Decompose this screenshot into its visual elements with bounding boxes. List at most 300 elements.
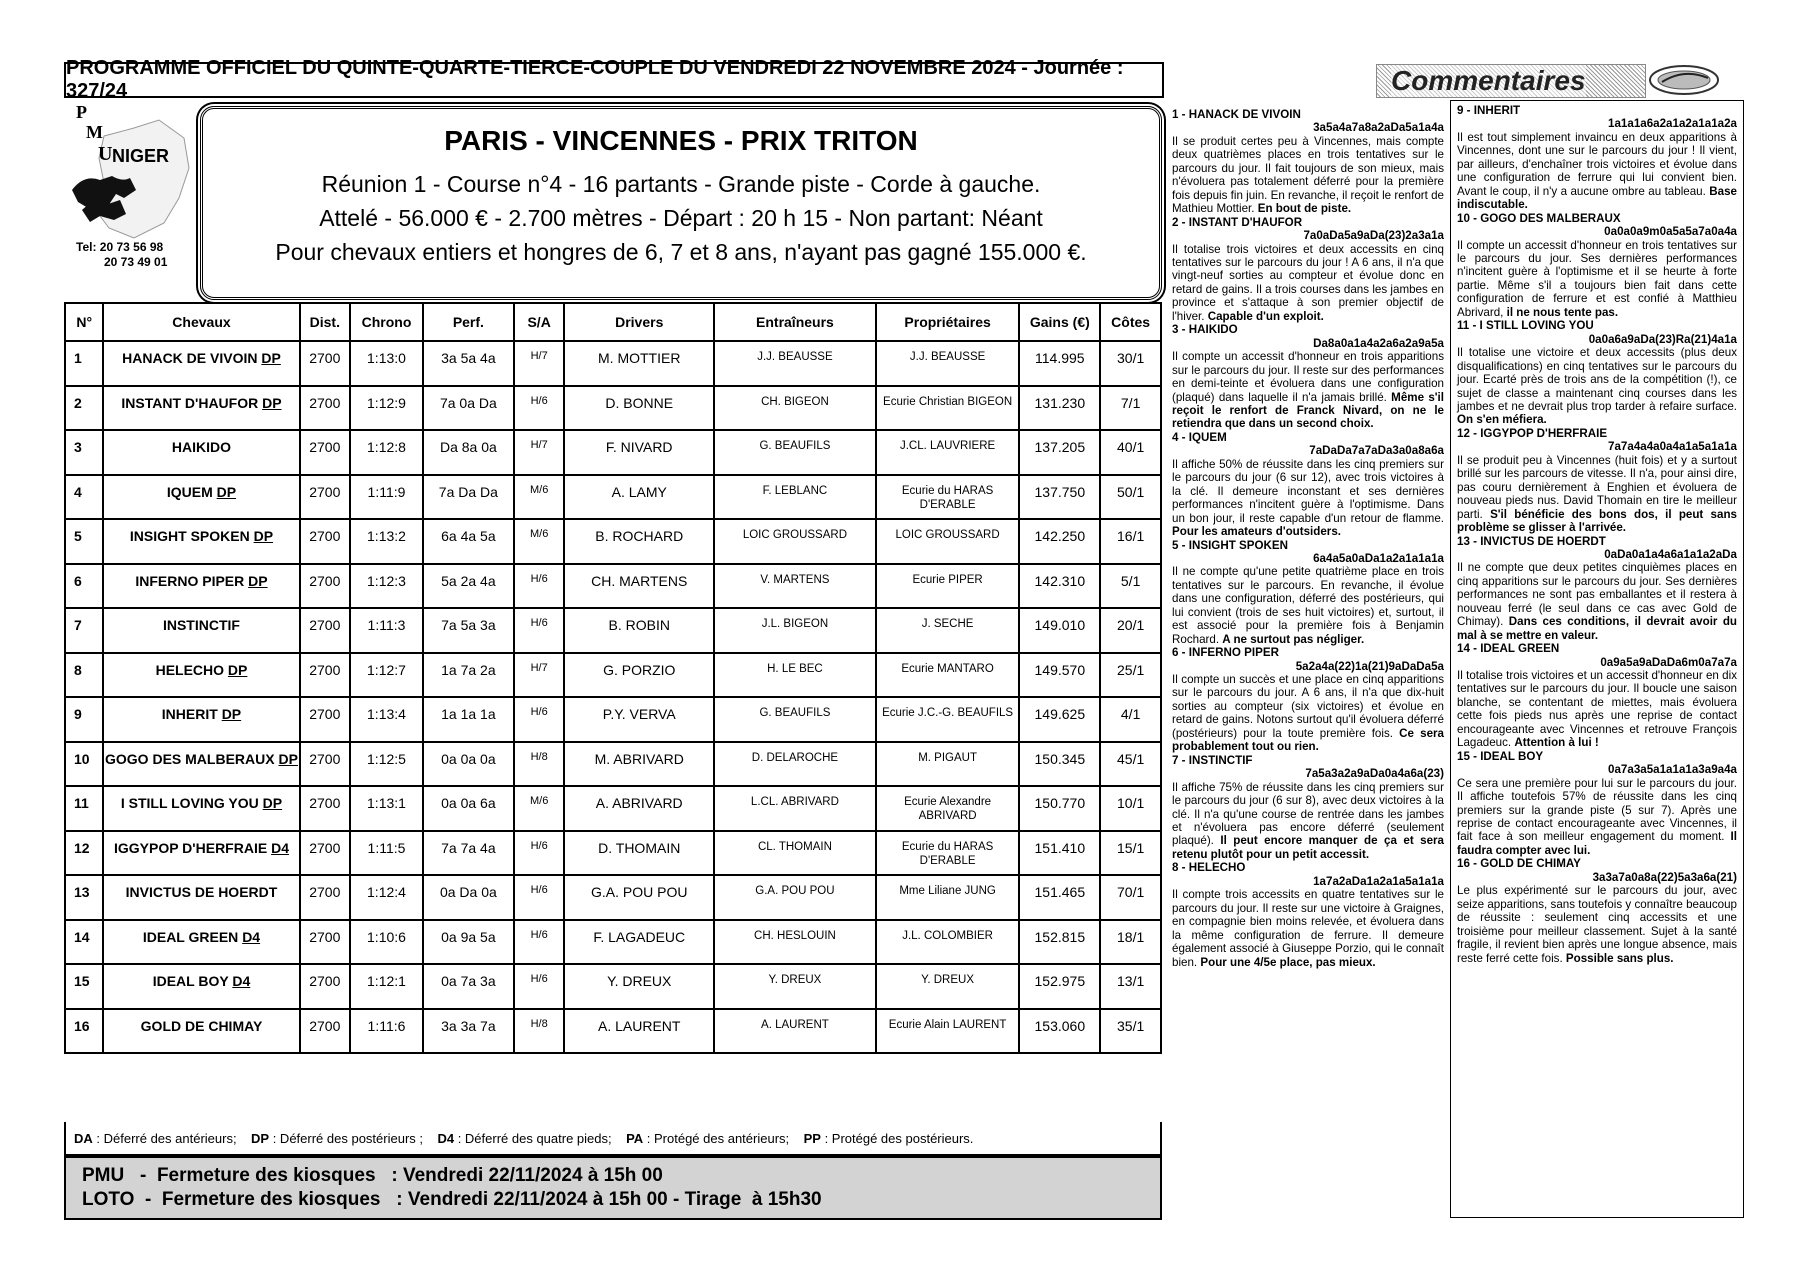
comment-text: Le plus expérimenté sur le parcours du jour, avec seize apparitions, sans toutefois y connaître beaucoup de réussite : seulement cinq accessits et une troisième pour meilleur classement. Sujet à la santé fragile, il revient bien après une longue absence, mais reste ferré cette fois.: [1457, 884, 1737, 965]
comment-verdict: Base indiscutable.: [1457, 184, 1737, 212]
table-row: [65, 920, 1161, 965]
ferrure-code: D4: [232, 973, 251, 989]
performances: 0a 9a 5a: [423, 920, 514, 965]
comment-text: Il ne compte que deux petites cinquièmes places en cinq apparitions sur le parcours du jour. Ses dernières performances ne sont pas emballantes et il restera à nouveau ferré (le seul dans ce cas avec Gold de Chimay).: [1457, 561, 1737, 629]
comment-heading: 5 - INSIGHT SPOKEN: [1172, 538, 1288, 552]
performances: 0a 0a 6a: [423, 786, 514, 831]
closing-times-box: [64, 1156, 1162, 1220]
runners-table: [64, 302, 1162, 1054]
col-header-trainer: Entraîneurs: [714, 303, 876, 341]
col-header-gains: Gains (€): [1019, 303, 1100, 341]
performances: 0a 7a 3a: [423, 964, 514, 1009]
program-title-bar: [64, 57, 1164, 102]
comment-form-code: 5a2a4a(22)1a(21)9aDaDa5a: [1295, 659, 1444, 673]
race-line-2: Attelé - 56.000 € - 2.700 mètres - Départ : 20 h 15 - Non partant: Néant: [319, 205, 1043, 231]
comment-body: [1172, 458, 1444, 539]
runner-number: 15: [65, 964, 103, 1009]
distance: 2700: [300, 920, 351, 965]
owner: J.CL. LAUVRIERE: [876, 430, 1020, 475]
distance: 2700: [300, 519, 351, 564]
gains: 151.465: [1019, 875, 1100, 920]
gains: 152.815: [1019, 920, 1100, 965]
comment-verdict: Il faudra compter avec lui.: [1457, 830, 1737, 857]
performances: 0a Da 0a: [423, 875, 514, 920]
legend-dp-key: DP: [251, 1131, 270, 1146]
odds: 18/1: [1100, 920, 1161, 965]
performances: 5a 2a 4a: [423, 564, 514, 609]
driver: F. NIVARD: [564, 430, 714, 475]
driver: B. ROBIN: [564, 608, 714, 653]
runner-number: 14: [65, 920, 103, 965]
comment-body: [1172, 243, 1444, 324]
logo-letter-m: M: [86, 122, 103, 142]
col-header-num: N°: [65, 303, 103, 341]
ferrure-code: DP: [261, 350, 281, 366]
distance: 2700: [300, 742, 351, 787]
horse-name-text: INSTINCTIF: [162, 617, 240, 633]
comment-entry: [1172, 216, 1444, 324]
tel-line-1: Tel: 20 73 56 98: [76, 240, 164, 254]
comment-form-code: 7a7a4a4a0a4a1a5a1a1a: [1608, 440, 1737, 454]
owner: J.L. COLOMBIER: [876, 920, 1020, 965]
telephone-info: [76, 240, 167, 270]
comment-body: [1457, 777, 1737, 858]
sex-age: H/8: [514, 1009, 565, 1054]
driver: D. BONNE: [564, 386, 714, 431]
trainer: CH. HESLOUIN: [714, 920, 876, 965]
chrono: 1:12:7: [350, 653, 423, 698]
sex-age: H/6: [514, 875, 565, 920]
horse-name-text: IDEAL GREEN: [142, 928, 239, 945]
odds: 20/1: [1100, 608, 1161, 653]
comment-heading: 3 - HAIKIDO: [1172, 323, 1238, 337]
comment-text: Il est tout simplement invaincu en deux apparitions à Vincennes, dont une sur le parcours du jour ! Il vient, par ailleurs, d'enchaîner trois victoires et évolue dans une configuration de ferrure qui lui convient bien. Avant le coup, il n'y a aucune ombre au tableau.: [1457, 130, 1737, 198]
comment-verdict: Pour les amateurs d'outsiders.: [1172, 525, 1341, 539]
comment-heading: 8 - HELECHO: [1172, 861, 1246, 875]
comment-entry: [1172, 646, 1444, 754]
owner: Ecurie Christian BIGEON: [876, 386, 1020, 431]
sex-age: M/6: [514, 786, 565, 831]
comment-entry: [1172, 754, 1444, 862]
odds: 16/1: [1100, 519, 1161, 564]
ferrure-code: DP: [262, 795, 283, 811]
ferrure-code: D4: [271, 839, 289, 856]
pmu-closing: PMU - Fermeture des kiosques : Vendredi 22/11/2024 à 15h 00: [82, 1165, 663, 1186]
trainer: J.L. BIGEON: [714, 608, 876, 653]
chrono: 1:13:2: [350, 519, 423, 564]
gains: 149.570: [1019, 653, 1100, 698]
horse-name-text: HAIKIDO: [171, 439, 232, 455]
gains: 114.995: [1019, 341, 1100, 386]
comment-heading: 15 - IDEAL BOY: [1457, 749, 1544, 763]
trainer: CH. BIGEON: [714, 386, 876, 431]
table-row: [65, 653, 1161, 698]
runner-number: 12: [65, 831, 103, 876]
col-header-sa: S/A: [514, 303, 565, 341]
odds: 70/1: [1100, 875, 1161, 920]
horse-name-text: IDEAL BOY: [152, 973, 229, 989]
comment-verdict: Capable d'un exploit.: [1207, 309, 1324, 323]
chrono: 1:11:5: [350, 831, 423, 876]
distance: 2700: [300, 386, 351, 431]
horse-name: [103, 653, 299, 698]
ferrure-code: DP: [221, 706, 242, 722]
distance: 2700: [300, 875, 351, 920]
driver: A. ABRIVARD: [564, 786, 714, 831]
sex-age: H/7: [514, 430, 565, 475]
driver: F. LAGADEUC: [564, 920, 714, 965]
legend-d4-text: : Déferré des quatre pieds;: [454, 1131, 612, 1146]
trainer: LOIC GROUSSARD: [714, 519, 876, 564]
comment-body: [1172, 350, 1444, 431]
runner-number: 1: [65, 341, 103, 386]
performances: 1a 7a 2a: [423, 653, 514, 698]
comment-form-code: 0aDa0a1a4a6a1a1a2aDa: [1604, 547, 1737, 561]
comment-form-code: 7aDaDa7a7aDa3a0a8a6a: [1309, 444, 1444, 458]
odds: 7/1: [1100, 386, 1161, 431]
race-title: PARIS - VINCENNES - PRIX TRITON: [444, 125, 918, 156]
horse-name: [103, 920, 299, 965]
comment-heading: 10 - GOGO DES MALBERAUX: [1457, 211, 1621, 225]
gains: 152.975: [1019, 964, 1100, 1009]
ferrure-code: DP: [227, 661, 248, 678]
comment-heading: 7 - INSTINCTIF: [1172, 753, 1253, 767]
table-row: [65, 475, 1161, 520]
trainer: Y. DREUX: [714, 964, 876, 1009]
table-row: [65, 341, 1161, 386]
comment-text: Il affiche 50% de réussite dans les cinq premiers sur le parcours du jour (6 sur 12), avec trois victoires à la clé. Il demeure inconstant et ses dernières performances n'incitent guère à l'optimisme. Dans un bon jour, il reste capable d'un retour de flamme.: [1172, 457, 1444, 525]
driver: CH. MARTENS: [564, 564, 714, 609]
chrono: 1:12:1: [350, 964, 423, 1009]
owner: LOIC GROUSSARD: [876, 519, 1020, 564]
trainer: G. BEAUFILS: [714, 430, 876, 475]
odds: 13/1: [1100, 964, 1161, 1009]
owner: Ecurie Alain LAURENT: [876, 1009, 1020, 1054]
driver: M. ABRIVARD: [564, 742, 714, 787]
owner: J. SECHE: [876, 608, 1020, 653]
comment-heading: 16 - GOLD DE CHIMAY: [1457, 857, 1581, 871]
horse-name: [103, 430, 299, 475]
comment-entry: [1457, 642, 1737, 750]
gains: 142.310: [1019, 564, 1100, 609]
horse-name: [103, 875, 299, 920]
table-row: [65, 564, 1161, 609]
trainer: V. MARTENS: [714, 564, 876, 609]
comment-body: [1172, 673, 1444, 754]
sex-age: H/7: [514, 653, 565, 698]
odds: 4/1: [1100, 697, 1161, 742]
comment-form-code: 3a3a7a0a8a(22)5a3a6a(21): [1592, 870, 1737, 884]
comment-verdict: En bout de piste.: [1257, 202, 1352, 216]
comment-text: Il se produit certes peu à Vincennes, mais compte deux quatrièmes places en trois tentatives sur le parcours du jour. Il fait toujours de son mieux, mais n'évoluera pas totalement déferré pour la première fois depuis fin juin. En revanche, il reçoit le renfort de Mathieu Mottier.: [1172, 134, 1444, 216]
sex-age: M/6: [514, 475, 565, 520]
runner-number: 11: [65, 786, 103, 831]
tel-line-2: 20 73 49 01: [104, 255, 168, 269]
horse-name-text: INFERNO PIPER: [135, 572, 245, 589]
horse-name: [103, 697, 299, 742]
runner-number: 7: [65, 608, 103, 653]
comment-verdict: S'il bénéficie des bons dos, il peut sans problème se glisser à l'arrivée.: [1457, 507, 1737, 535]
performances: 3a 3a 7a: [423, 1009, 514, 1054]
comments-column-right: [1450, 100, 1744, 1218]
odds: 50/1: [1100, 475, 1161, 520]
ferrure-code: DP: [262, 394, 282, 411]
owner: Mme Liliane JUNG: [876, 875, 1020, 920]
table-row: [65, 742, 1161, 787]
comment-body: [1457, 561, 1737, 642]
comment-heading: 6 - INFERNO PIPER: [1172, 646, 1279, 660]
horse-name: [103, 519, 299, 564]
lunar-logo-icon: [1648, 64, 1720, 96]
comment-heading: 9 - INHERIT: [1457, 104, 1521, 117]
trainer: G.A. POU POU: [714, 875, 876, 920]
comment-entry: [1457, 427, 1737, 535]
chrono: 1:12:3: [350, 564, 423, 609]
col-header-cote: Côtes: [1100, 303, 1161, 341]
distance: 2700: [300, 786, 351, 831]
gains: 153.060: [1019, 1009, 1100, 1054]
distance: 2700: [300, 430, 351, 475]
comment-heading: 11 - I STILL LOVING YOU: [1457, 319, 1594, 333]
trainer: H. LE BEC: [714, 653, 876, 698]
table-row: [65, 786, 1161, 831]
comment-text: Il compte un succès et une place en cinq apparitions sur le parcours du jour. A 6 ans, il n'a que dix-huit sorties au compteur (six victoires) et évolue en retard de gains. Notons surtout qu'il évoluera déferré (postérieurs) pour la toute première fois.: [1172, 673, 1444, 740]
comment-entry: [1457, 212, 1737, 320]
performances: 7a 7a 4a: [423, 831, 514, 876]
comment-form-code: 0a7a3a5a1a1a1a3a9a4a: [1608, 763, 1737, 777]
comment-form-code: 0a0a0a9m0a5a5a7a0a4a: [1604, 225, 1737, 239]
comment-body: [1457, 239, 1737, 320]
horse-name: [103, 608, 299, 653]
race-line-1: Réunion 1 - Course n°4 - 16 partants - Grande piste - Corde à gauche.: [321, 171, 1041, 197]
comment-verdict: Dans ces conditions, il devrait avoir du mal à se mettre en valeur.: [1457, 615, 1738, 642]
horse-name-text: HELECHO: [155, 661, 225, 678]
runner-number: 4: [65, 475, 103, 520]
sex-age: H/6: [514, 697, 565, 742]
gains: 137.750: [1019, 475, 1100, 520]
comment-entry: [1457, 319, 1737, 427]
trainer: D. DELAROCHE: [714, 742, 876, 787]
chrono: 1:13:0: [350, 341, 423, 386]
owner: Ecurie MANTARO: [876, 653, 1020, 698]
owner: Y. DREUX: [876, 964, 1020, 1009]
distance: 2700: [300, 341, 351, 386]
trainer: L.CL. ABRIVARD: [714, 786, 876, 831]
comment-entry: [1172, 861, 1444, 969]
runner-number: 8: [65, 653, 103, 698]
chrono: 1:12:5: [350, 742, 423, 787]
trainer: CL. THOMAIN: [714, 831, 876, 876]
horse-name-text: GOLD DE CHIMAY: [140, 1017, 263, 1034]
comment-text: Il compte un accessit d'honneur en trois apparitions sur le parcours du jour. Il reste sur des performances en demi-teinte et évoluera dans une configuration (plaqué) dans laquelle il n'a jamais brillé.: [1172, 350, 1444, 404]
comment-form-code: 0a0a6a9aDa(23)Ra(21)4a1a: [1588, 332, 1737, 346]
driver: B. ROCHARD: [564, 519, 714, 564]
performances: 7a Da Da: [423, 475, 514, 520]
odds: 25/1: [1100, 653, 1161, 698]
col-header-driver: Drivers: [564, 303, 714, 341]
owner: M. PIGAUT: [876, 742, 1020, 787]
horse-name-text: INVICTUS DE HOERDT: [125, 884, 278, 900]
horse-name: [103, 475, 299, 520]
gains: 149.010: [1019, 608, 1100, 653]
comment-text: Il compte trois accessits en quatre tentatives sur le parcours du jour. Il reste sur une victoire à Graignes, en compagnie bien moins relevée, et évoluera dans la même configuration de ferrure. Il demeure également associé à Giuseppe Porzio, qui le connaît bien.: [1172, 888, 1444, 969]
comment-entry: [1172, 323, 1444, 431]
sex-age: H/8: [514, 742, 565, 787]
legend-pa-text: : Protégé des antérieurs;: [643, 1131, 790, 1146]
chrono: 1:13:1: [350, 786, 423, 831]
commentaires-header: [1376, 64, 1646, 98]
comment-verdict: On s'en méfiera.: [1457, 413, 1547, 427]
runner-number: 16: [65, 1009, 103, 1054]
table-row: [65, 697, 1161, 742]
comment-entry: [1172, 539, 1444, 647]
runner-number: 2: [65, 386, 103, 431]
comment-form-code: 3a5a4a7a8a2aDa5a1a4a: [1313, 121, 1444, 135]
distance: 2700: [300, 697, 351, 742]
horse-name-text: INSTANT D'HAUFOR: [121, 394, 259, 411]
comment-heading: 1 - HANACK DE VIVOIN: [1172, 108, 1301, 121]
runner-number: 13: [65, 875, 103, 920]
comment-text: Il totalise une victoire et deux accessits (plus deux disqualifications) en cinq tentatives sur le parcours du jour. Ecarté près de trois ans de la compétition (!), ce sujet de classe a maintenant cinq courses dans les jambes et ne devrait plus trop tarder à refaire surface.: [1457, 346, 1737, 413]
ferrure-code: DP: [278, 750, 298, 767]
comments-column-left: [1172, 108, 1444, 969]
runner-number: 3: [65, 430, 103, 475]
driver: P.Y. VERVA: [564, 697, 714, 742]
comment-heading: 13 - INVICTUS DE HOERDT: [1457, 534, 1606, 548]
chrono: 1:11:6: [350, 1009, 423, 1054]
owner: Ecurie PIPER: [876, 564, 1020, 609]
commentaires-title: Commentaires: [1391, 65, 1586, 96]
comment-verdict: Ce sera probablement tout ou rien.: [1172, 726, 1445, 754]
legend-da-key: DA: [74, 1131, 93, 1146]
sex-age: H/6: [514, 386, 565, 431]
col-header-owner: Propriétaires: [876, 303, 1020, 341]
legend-pp-text: : Protégé des postérieurs.: [820, 1131, 974, 1146]
odds: 15/1: [1100, 831, 1161, 876]
table-row: [65, 1009, 1161, 1054]
comment-heading: 14 - IDEAL GREEN: [1457, 642, 1560, 656]
comment-entry: [1172, 431, 1444, 539]
sex-age: H/6: [514, 964, 565, 1009]
comment-text: Il se produit peu à Vincennes (huit fois) et y a surtout brillé sur les parcours de vitesse. Il n'a, pour ainsi dire, pas couru dernièrement à Enghien et évoluera de nouveau pieds nus. David Thomain en tire le meilleur parti.: [1457, 453, 1737, 521]
gains: 142.250: [1019, 519, 1100, 564]
gains: 151.410: [1019, 831, 1100, 876]
performances: 0a 0a 0a: [423, 742, 514, 787]
driver: M. MOTTIER: [564, 341, 714, 386]
race-line-3: Pour chevaux entiers et hongres de 6, 7 et 8 ans, n'ayant pas gagné 155.000 €.: [275, 239, 1087, 265]
performances: 3a 5a 4a: [423, 341, 514, 386]
performances: 7a 5a 3a: [423, 608, 514, 653]
comment-body: [1457, 884, 1737, 965]
comment-text: Il affiche 75% de réussite dans les cinq premiers sur le parcours du jour (6 sur 8), avec deux victoires à la clé. Il n'a qu'une course de rentrée dans les jambes et n'évoluera pas encore déferré (seulement plaqué).: [1172, 780, 1444, 848]
performances: 7a 0a Da: [423, 386, 514, 431]
runner-number: 9: [65, 697, 103, 742]
logo-letter-u: U: [98, 143, 113, 165]
col-header-dist: Dist.: [300, 303, 351, 341]
ferrure-code: DP: [253, 528, 274, 544]
chrono: 1:12:8: [350, 430, 423, 475]
performances: Da 8a 0a: [423, 430, 514, 475]
owner: Ecurie du HARAS D'ERABLE: [876, 475, 1020, 520]
odds: 35/1: [1100, 1009, 1161, 1054]
runner-number: 10: [65, 742, 103, 787]
runner-number: 5: [65, 519, 103, 564]
comment-body: [1457, 346, 1737, 427]
comment-form-code: 0a9a5a9aDaDa6m0a7a7a: [1600, 655, 1737, 669]
ferrure-code: D4: [242, 928, 261, 945]
horse-name: [103, 742, 299, 787]
driver: Y. DREUX: [564, 964, 714, 1009]
legend-da-text: : Déferré des antérieurs;: [92, 1131, 237, 1146]
legend-pa-key: PA: [626, 1131, 644, 1146]
horse-name-text: GOGO DES MALBERAUX: [105, 750, 275, 767]
horse-name: [103, 564, 299, 609]
comment-form-code: 7a5a3a2a9aDa0a4a6a(23): [1305, 767, 1444, 781]
runner-number: 6: [65, 564, 103, 609]
comment-entry: [1457, 750, 1737, 858]
col-header-horse: Chevaux: [103, 303, 299, 341]
performances: 1a 1a 1a: [423, 697, 514, 742]
gains: 137.205: [1019, 430, 1100, 475]
sex-age: H/6: [514, 831, 565, 876]
comment-body: [1172, 781, 1444, 862]
odds: 10/1: [1100, 786, 1161, 831]
chrono: 1:13:4: [350, 697, 423, 742]
distance: 2700: [300, 608, 351, 653]
chrono: 1:12:9: [350, 386, 423, 431]
legend-d4-key: D4: [437, 1131, 455, 1146]
odds: 40/1: [1100, 430, 1161, 475]
distance: 2700: [300, 564, 351, 609]
comment-body: [1457, 669, 1737, 750]
comment-text: Il totalise trois victoires et deux accessits en cinq tentatives sur le parcours du jour ! A 6 ans, il n'a que vingt-neuf sorties au compteur et évolue donc en retard de gains. Il a trois courses dans les jambes en province et s'attaque à son premier objectif de l'hiver.: [1172, 242, 1444, 323]
table-row: [65, 386, 1161, 431]
horse-name-text: IQUEM: [166, 483, 213, 500]
comment-form-code: 7a0aDa5a9aDa(23)2a3a1a: [1303, 229, 1444, 243]
pmu-niger-logo: [64, 98, 194, 248]
comment-text: Il ne compte qu'une petite quatrième place en trois tentatives sur le parcours. En revanche, il évolue dans une configuration, déferré des postérieurs, qui lui convient (trois de ses huit victoires) et, surtout, il est associé pour la première fois à Benjamin Rochard.: [1172, 565, 1444, 646]
distance: 2700: [300, 1009, 351, 1054]
driver: A. LAURENT: [564, 1009, 714, 1054]
comment-verdict: Attention à lui !: [1514, 736, 1599, 750]
comment-verdict: Pour une 4/5e place, pas mieux.: [1200, 955, 1376, 969]
horse-name: [103, 831, 299, 876]
sex-age: H/6: [514, 564, 565, 609]
odds: 5/1: [1100, 564, 1161, 609]
horse-name-text: I STILL LOVING YOU: [120, 795, 259, 811]
gains: 150.770: [1019, 786, 1100, 831]
driver: A. LAMY: [564, 475, 714, 520]
comment-verdict: Il peut encore manquer de ça et sera retenu plutôt pour un petit accessit.: [1172, 834, 1444, 861]
comment-verdict: Possible sans plus.: [1565, 951, 1674, 965]
distance: 2700: [300, 964, 351, 1009]
comment-text: Ce sera une première pour lui sur le parcours du jour. Il affiche toutefois 57% de réussite dans les cinq premiers sur la grande piste (5 sur 7). Après une reprise de contact encourageante avec Vincennes, il fait face à son meilleur engagement du moment.: [1457, 776, 1737, 844]
sex-age: H/6: [514, 920, 565, 965]
race-info-box: [200, 106, 1162, 300]
comment-verdict: il ne nous tente pas.: [1506, 305, 1619, 319]
comment-text: Il totalise trois victoires et un accessit d'honneur en dix tentatives sur le parcours du jour. Il boucle une saison blanche, se contentant de miettes, mais évoluera cette fois pieds nus après une reprise de contact encourageante avec Vincennes et retrouve François Lagadeuc.: [1457, 669, 1737, 750]
gains: 131.230: [1019, 386, 1100, 431]
trainer: J.J. BEAUSSE: [714, 341, 876, 386]
odds: 45/1: [1100, 742, 1161, 787]
comment-heading: 12 - IGGYPOP D'HERFRAIE: [1457, 426, 1608, 440]
comment-entry: [1172, 108, 1444, 216]
trainer: A. LAURENT: [714, 1009, 876, 1054]
chrono: 1:10:6: [350, 920, 423, 965]
comment-heading: 2 - INSTANT D'HAUFOR: [1172, 215, 1303, 229]
comment-entry: [1457, 857, 1737, 965]
table-row: [65, 964, 1161, 1009]
